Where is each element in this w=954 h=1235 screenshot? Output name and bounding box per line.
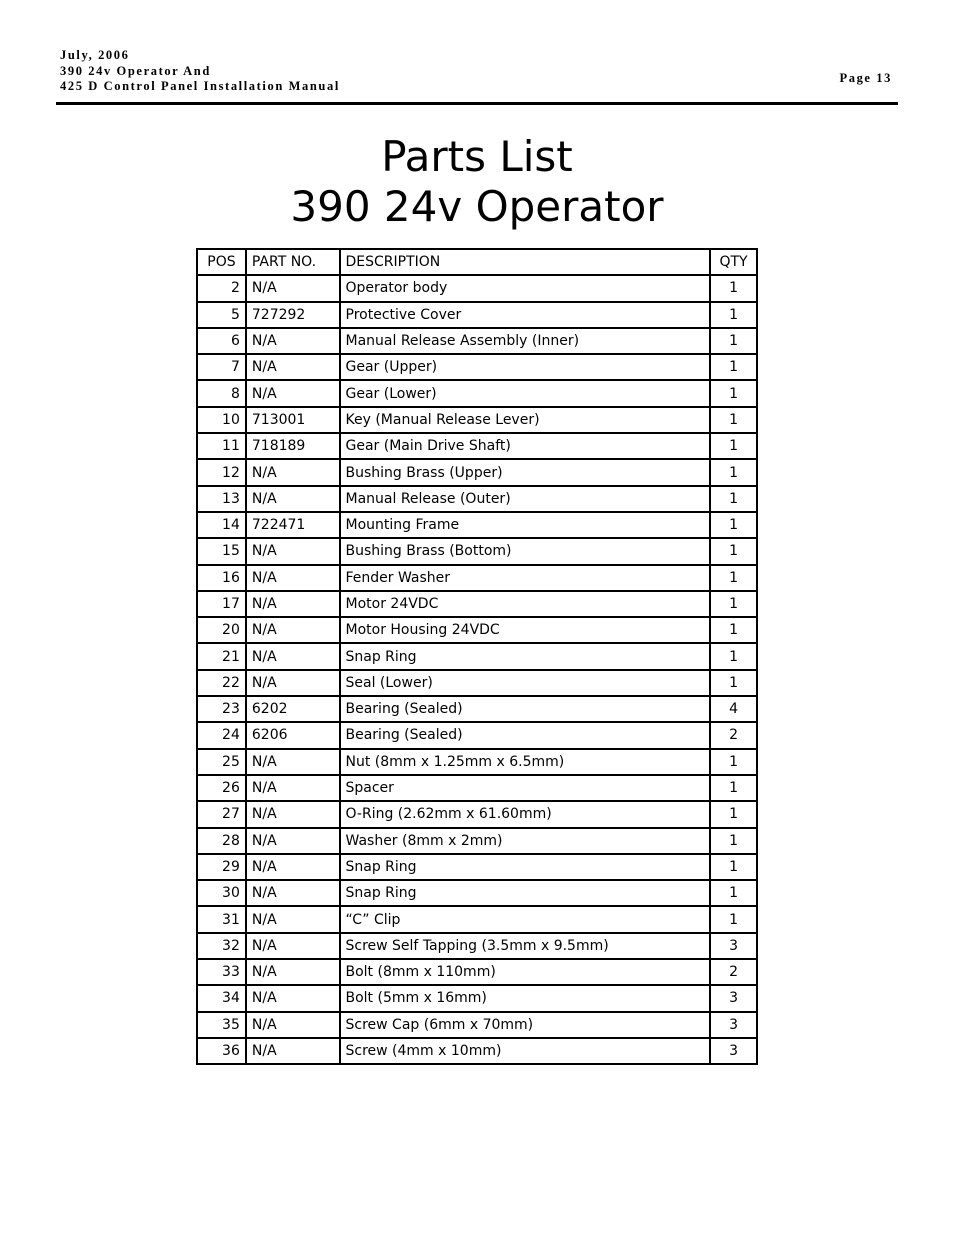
column-header-description: DESCRIPTION <box>340 249 711 275</box>
cell-pos: 32 <box>197 933 246 959</box>
cell-pos: 34 <box>197 985 246 1011</box>
cell-description: Gear (Upper) <box>340 354 711 380</box>
cell-pos: 13 <box>197 486 246 512</box>
table-row <box>197 275 757 301</box>
table-row <box>197 959 757 985</box>
cell-pos: 6 <box>197 328 246 354</box>
cell-pos: 17 <box>197 591 246 617</box>
cell-pos: 24 <box>197 722 246 748</box>
cell-pos: 22 <box>197 670 246 696</box>
table-row <box>197 854 757 880</box>
cell-pos: 16 <box>197 565 246 591</box>
cell-description: O-Ring (2.62mm x 61.60mm) <box>340 801 711 827</box>
cell-description: Mounting Frame <box>340 512 711 538</box>
cell-part-no: N/A <box>246 486 340 512</box>
cell-part-no: N/A <box>246 670 340 696</box>
cell-pos: 2 <box>197 275 246 301</box>
cell-pos: 33 <box>197 959 246 985</box>
cell-part-no: N/A <box>246 380 340 406</box>
cell-part-no: N/A <box>246 906 340 932</box>
header-divider <box>56 102 898 105</box>
cell-description: Spacer <box>340 775 711 801</box>
cell-part-no: N/A <box>246 643 340 669</box>
cell-description: Snap Ring <box>340 643 711 669</box>
cell-qty: 1 <box>710 749 757 775</box>
cell-qty: 1 <box>710 407 757 433</box>
cell-qty: 1 <box>710 565 757 591</box>
cell-qty: 2 <box>710 722 757 748</box>
table-row <box>197 591 757 617</box>
cell-qty: 1 <box>710 854 757 880</box>
table-row <box>197 749 757 775</box>
cell-qty: 1 <box>710 828 757 854</box>
cell-part-no: N/A <box>246 1012 340 1038</box>
page-header <box>60 48 896 95</box>
cell-part-no: 713001 <box>246 407 340 433</box>
table-row <box>197 354 757 380</box>
cell-pos: 7 <box>197 354 246 380</box>
cell-description: Fender Washer <box>340 565 711 591</box>
cell-description: Gear (Main Drive Shaft) <box>340 433 711 459</box>
cell-pos: 26 <box>197 775 246 801</box>
cell-pos: 8 <box>197 380 246 406</box>
cell-pos: 12 <box>197 459 246 485</box>
cell-part-no: 722471 <box>246 512 340 538</box>
cell-pos: 10 <box>197 407 246 433</box>
cell-part-no: N/A <box>246 985 340 1011</box>
cell-description: Key (Manual Release Lever) <box>340 407 711 433</box>
table-row <box>197 328 757 354</box>
cell-description: Bolt (5mm x 16mm) <box>340 985 711 1011</box>
page-title-line-2: 390 24v Operator <box>290 182 664 231</box>
cell-qty: 1 <box>710 354 757 380</box>
cell-description: Bearing (Sealed) <box>340 722 711 748</box>
table-row <box>197 828 757 854</box>
cell-part-no: N/A <box>246 328 340 354</box>
cell-qty: 1 <box>710 775 757 801</box>
document-info <box>60 48 896 95</box>
page-title <box>0 132 954 232</box>
table-row <box>197 459 757 485</box>
cell-description: Nut (8mm x 1.25mm x 6.5mm) <box>340 749 711 775</box>
cell-qty: 1 <box>710 880 757 906</box>
cell-part-no: N/A <box>246 828 340 854</box>
cell-part-no: 727292 <box>246 302 340 328</box>
cell-pos: 31 <box>197 906 246 932</box>
table-row <box>197 617 757 643</box>
cell-part-no: N/A <box>246 617 340 643</box>
cell-qty: 4 <box>710 696 757 722</box>
cell-part-no: 6206 <box>246 722 340 748</box>
cell-pos: 20 <box>197 617 246 643</box>
cell-qty: 1 <box>710 670 757 696</box>
cell-qty: 1 <box>710 380 757 406</box>
table-row <box>197 643 757 669</box>
cell-pos: 27 <box>197 801 246 827</box>
table-row <box>197 696 757 722</box>
cell-qty: 1 <box>710 433 757 459</box>
cell-pos: 36 <box>197 1038 246 1064</box>
cell-qty: 3 <box>710 1038 757 1064</box>
cell-qty: 1 <box>710 512 757 538</box>
cell-pos: 29 <box>197 854 246 880</box>
cell-description: Seal (Lower) <box>340 670 711 696</box>
cell-part-no: N/A <box>246 354 340 380</box>
table-row <box>197 433 757 459</box>
column-header-part-no: PART NO. <box>246 249 340 275</box>
parts-table <box>196 248 758 1065</box>
table-row <box>197 302 757 328</box>
cell-part-no: N/A <box>246 801 340 827</box>
cell-description: Gear (Lower) <box>340 380 711 406</box>
cell-description: Manual Release (Outer) <box>340 486 711 512</box>
table-row <box>197 906 757 932</box>
cell-qty: 1 <box>710 459 757 485</box>
cell-part-no: N/A <box>246 538 340 564</box>
cell-pos: 14 <box>197 512 246 538</box>
table-row <box>197 722 757 748</box>
document-date: July, 2006 <box>60 48 130 62</box>
cell-pos: 28 <box>197 828 246 854</box>
cell-qty: 3 <box>710 1012 757 1038</box>
cell-pos: 15 <box>197 538 246 564</box>
cell-qty: 1 <box>710 906 757 932</box>
cell-description: Protective Cover <box>340 302 711 328</box>
table-row <box>197 486 757 512</box>
cell-qty: 1 <box>710 275 757 301</box>
cell-part-no: N/A <box>246 275 340 301</box>
cell-description: Bearing (Sealed) <box>340 696 711 722</box>
cell-qty: 1 <box>710 328 757 354</box>
cell-pos: 11 <box>197 433 246 459</box>
cell-part-no: N/A <box>246 565 340 591</box>
cell-pos: 30 <box>197 880 246 906</box>
cell-description: Screw Self Tapping (3.5mm x 9.5mm) <box>340 933 711 959</box>
cell-qty: 2 <box>710 959 757 985</box>
cell-qty: 1 <box>710 617 757 643</box>
table-row <box>197 933 757 959</box>
cell-pos: 21 <box>197 643 246 669</box>
table-row <box>197 407 757 433</box>
cell-description: Operator body <box>340 275 711 301</box>
table-row <box>197 775 757 801</box>
cell-qty: 1 <box>710 486 757 512</box>
cell-part-no: N/A <box>246 959 340 985</box>
document-title-line-1: 390 24v Operator And <box>60 63 211 78</box>
cell-part-no: 6202 <box>246 696 340 722</box>
cell-qty: 3 <box>710 933 757 959</box>
cell-description: “C” Clip <box>340 906 711 932</box>
cell-description: Bushing Brass (Upper) <box>340 459 711 485</box>
table-row <box>197 565 757 591</box>
cell-description: Screw Cap (6mm x 70mm) <box>340 1012 711 1038</box>
table-row <box>197 985 757 1011</box>
table-row <box>197 801 757 827</box>
cell-part-no: N/A <box>246 880 340 906</box>
cell-pos: 35 <box>197 1012 246 1038</box>
cell-qty: 1 <box>710 591 757 617</box>
table-row <box>197 670 757 696</box>
table-row <box>197 880 757 906</box>
cell-part-no: N/A <box>246 749 340 775</box>
parts-table-body <box>197 275 757 1064</box>
cell-part-no: N/A <box>246 933 340 959</box>
table-row <box>197 380 757 406</box>
table-row <box>197 512 757 538</box>
column-header-qty: QTY <box>710 249 757 275</box>
cell-description: Screw (4mm x 10mm) <box>340 1038 711 1064</box>
document-title-line-2: 425 D Control Panel Installation Manual <box>60 79 340 93</box>
cell-pos: 23 <box>197 696 246 722</box>
cell-part-no: N/A <box>246 854 340 880</box>
column-header-pos: POS <box>197 249 246 275</box>
cell-qty: 1 <box>710 643 757 669</box>
cell-part-no: N/A <box>246 1038 340 1064</box>
cell-description: Motor 24VDC <box>340 591 711 617</box>
cell-description: Bolt (8mm x 110mm) <box>340 959 711 985</box>
cell-part-no: N/A <box>246 591 340 617</box>
cell-qty: 3 <box>710 985 757 1011</box>
page-number: Page 13 <box>839 71 892 85</box>
cell-pos: 25 <box>197 749 246 775</box>
cell-qty: 1 <box>710 538 757 564</box>
cell-description: Bushing Brass (Bottom) <box>340 538 711 564</box>
cell-description: Motor Housing 24VDC <box>340 617 711 643</box>
table-header-row <box>197 249 757 275</box>
cell-part-no: N/A <box>246 459 340 485</box>
cell-description: Manual Release Assembly (Inner) <box>340 328 711 354</box>
table-row <box>197 1012 757 1038</box>
cell-part-no: N/A <box>246 775 340 801</box>
page-title-line-1: Parts List <box>381 132 573 181</box>
table-row <box>197 1038 757 1064</box>
cell-qty: 1 <box>710 302 757 328</box>
cell-pos: 5 <box>197 302 246 328</box>
cell-description: Washer (8mm x 2mm) <box>340 828 711 854</box>
cell-qty: 1 <box>710 801 757 827</box>
cell-description: Snap Ring <box>340 880 711 906</box>
cell-description: Snap Ring <box>340 854 711 880</box>
cell-part-no: 718189 <box>246 433 340 459</box>
table-row <box>197 538 757 564</box>
